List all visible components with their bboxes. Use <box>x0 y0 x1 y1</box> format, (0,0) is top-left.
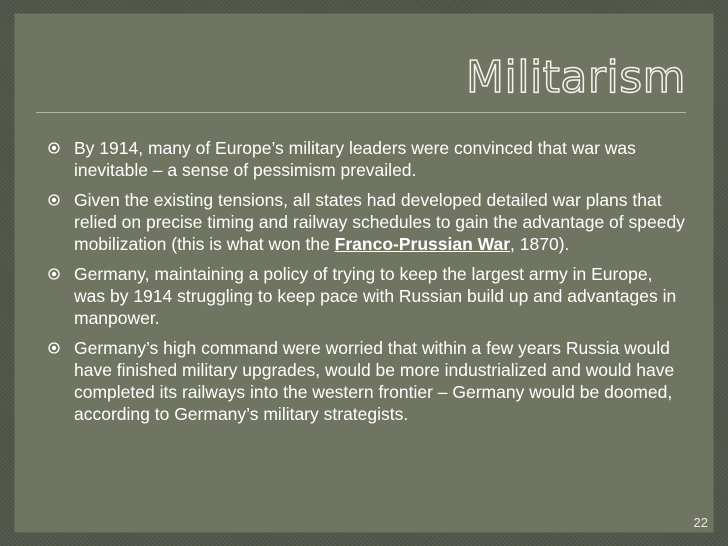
target-bullet-icon <box>46 137 62 159</box>
slide-number: 22 <box>693 515 708 530</box>
bullet-list <box>46 137 686 433</box>
title-divider <box>36 112 686 113</box>
bullet-item <box>46 189 686 255</box>
bullet-item <box>46 263 686 329</box>
target-bullet-icon <box>46 189 62 211</box>
slide-title: Militarism <box>466 52 686 103</box>
bullet-item <box>46 337 686 425</box>
bullet-text: By 1914, many of Europe’s military leaders were convinced that war was inevitable – a sense of pessimism prevailed. <box>74 138 636 180</box>
bullet-text: Germany, maintaining a policy of trying to keep the largest army in Europe, was by 1914 struggling to keep pace with Russian build up and advantages in manpower. <box>74 264 677 328</box>
bullet-text-after-link: , 1870). <box>510 234 570 254</box>
target-bullet-icon <box>46 337 62 359</box>
bullet-item <box>46 137 686 181</box>
bullet-text: Germany’s high command were worried that within a few years Russia would have finished military upgrades, would be more industrialized and would have completed its railways into the western frontier – Germany would be doomed, according to Germany’s military strategists. <box>74 338 675 424</box>
franco-prussian-war-link[interactable]: Franco-Prussian War <box>334 234 511 254</box>
target-bullet-icon <box>46 263 62 285</box>
bullet-text-before-link: Given the existing tensions, all states had developed detailed war plans that relied on precise timing and railway schedules to gain the advantage of speedy mobilization (this is what won the <box>74 190 685 254</box>
bullet-text <box>74 190 685 254</box>
